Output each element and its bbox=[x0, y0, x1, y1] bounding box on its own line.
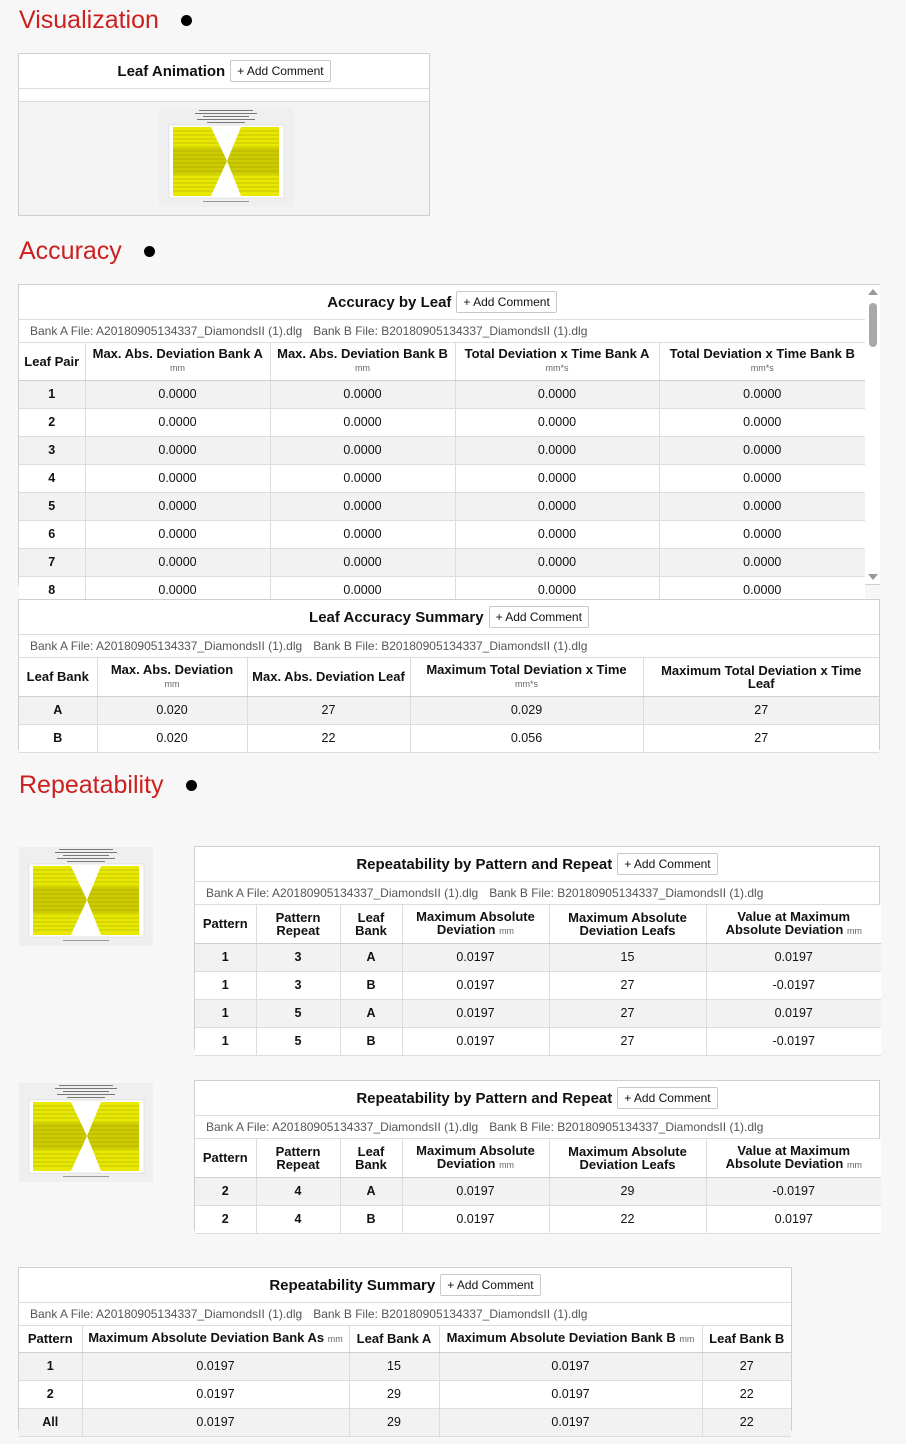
table-cell: 15 bbox=[349, 1352, 439, 1380]
scroll-thumb[interactable] bbox=[869, 303, 877, 347]
table-row[interactable] bbox=[195, 943, 881, 971]
repeatability-summary-panel bbox=[18, 1267, 792, 1431]
col-header[interactable]: Maximum Total Deviation x Time mm*s bbox=[410, 658, 643, 696]
table-cell: 0.0000 bbox=[270, 548, 455, 576]
col-header[interactable]: Pattern bbox=[19, 1326, 82, 1352]
table-cell: 5 bbox=[256, 1027, 340, 1055]
table-cell: 0.0000 bbox=[455, 436, 659, 464]
col-header[interactable]: Pattern Repeat bbox=[256, 905, 340, 943]
table-cell: 8 bbox=[19, 576, 85, 604]
repeatability-table-panel-1 bbox=[194, 846, 880, 1049]
table-cell: 0.0000 bbox=[455, 408, 659, 436]
table-cell: 0.0000 bbox=[455, 576, 659, 604]
panel-spacer bbox=[19, 89, 429, 102]
scroll-up-arrow[interactable] bbox=[868, 289, 878, 295]
table-cell: 0.0000 bbox=[659, 548, 865, 576]
col-header[interactable]: Maximum Absolute Deviation mm bbox=[402, 905, 549, 943]
table-cell: 4 bbox=[19, 464, 85, 492]
section-title-accuracy: Accuracy bbox=[19, 237, 155, 266]
table-cell: 4 bbox=[256, 1205, 340, 1233]
table-cell: B bbox=[340, 1205, 402, 1233]
table-cell: 3 bbox=[256, 971, 340, 999]
table-cell: -0.0197 bbox=[706, 1177, 881, 1205]
table-cell: 0.0000 bbox=[270, 520, 455, 548]
add-comment-button[interactable]: + Add Comment bbox=[456, 291, 556, 313]
table-cell: 0.0197 bbox=[402, 1177, 549, 1205]
table-cell: 1 bbox=[195, 999, 256, 1027]
table-cell: 0.0000 bbox=[659, 492, 865, 520]
panel-title: Leaf Accuracy Summary + Add Comment bbox=[19, 600, 879, 635]
table-row[interactable] bbox=[19, 1380, 791, 1408]
table-row[interactable] bbox=[19, 696, 879, 724]
table-cell: 0.0000 bbox=[85, 576, 270, 604]
table-cell: A bbox=[340, 999, 402, 1027]
table-cell: All bbox=[19, 1408, 82, 1436]
leaf-accuracy-summary-table bbox=[19, 658, 879, 753]
table-cell: 0.0000 bbox=[659, 436, 865, 464]
table-cell: -0.0197 bbox=[706, 1027, 881, 1055]
table-cell: 27 bbox=[643, 724, 879, 752]
leaf-accuracy-summary-panel bbox=[18, 599, 880, 750]
table-cell: 27 bbox=[549, 1027, 706, 1055]
table-cell: A bbox=[340, 943, 402, 971]
table-cell: 27 bbox=[702, 1352, 791, 1380]
table-cell: B bbox=[340, 971, 402, 999]
col-header[interactable]: Maximum Total Deviation x Time Leaf bbox=[643, 658, 879, 696]
col-header[interactable]: Max. Abs. Deviation Bank A mm bbox=[85, 343, 270, 380]
table-cell: 0.0197 bbox=[706, 943, 881, 971]
table-cell: 5 bbox=[256, 999, 340, 1027]
table-cell: 0.0000 bbox=[85, 464, 270, 492]
pattern-1-image[interactable] bbox=[19, 847, 147, 943]
table-row[interactable] bbox=[19, 1408, 791, 1436]
table-row[interactable] bbox=[19, 1352, 791, 1380]
table-cell: 0.029 bbox=[410, 696, 643, 724]
table-cell: 0.0000 bbox=[659, 380, 865, 408]
file-names: Bank A File: A20180905134337_DiamondsII (1).dlg Bank B File: B20180905134337_DiamondsII (1).dlg bbox=[19, 1303, 791, 1326]
table-row[interactable] bbox=[19, 464, 865, 492]
add-comment-button[interactable]: + Add Comment bbox=[489, 606, 589, 628]
add-comment-button[interactable]: + Add Comment bbox=[440, 1274, 540, 1296]
table-row[interactable] bbox=[195, 971, 881, 999]
col-header[interactable]: Maximum Absolute Deviation Leafs bbox=[549, 905, 706, 943]
table-cell: 0.0197 bbox=[82, 1408, 349, 1436]
col-header[interactable]: Max. Abs. Deviation Bank B mm bbox=[270, 343, 455, 380]
table-row[interactable] bbox=[19, 436, 865, 464]
file-names: Bank A File: A20180905134337_DiamondsII (1).dlg Bank B File: B20180905134337_DiamondsII (1).dlg bbox=[195, 882, 879, 905]
table-cell: 0.0000 bbox=[270, 408, 455, 436]
table-cell: 29 bbox=[349, 1380, 439, 1408]
table-cell: 1 bbox=[195, 943, 256, 971]
table-row[interactable] bbox=[195, 1205, 881, 1233]
col-header[interactable]: Leaf Bank B bbox=[702, 1326, 791, 1352]
table-cell: 0.0000 bbox=[85, 380, 270, 408]
table-row[interactable] bbox=[19, 520, 865, 548]
accuracy-by-leaf-panel[interactable] bbox=[18, 284, 880, 597]
panel-title: Repeatability Summary + Add Comment bbox=[19, 1268, 791, 1303]
table-cell: 0.0000 bbox=[85, 520, 270, 548]
col-header[interactable]: Leaf Bank bbox=[19, 658, 97, 696]
table-cell: 0.0197 bbox=[706, 1205, 881, 1233]
leaf-plot-graphic bbox=[19, 1083, 147, 1179]
table-cell: 29 bbox=[349, 1408, 439, 1436]
section-dot bbox=[144, 246, 155, 257]
table-cell: 3 bbox=[256, 943, 340, 971]
col-header[interactable]: Pattern bbox=[195, 905, 256, 943]
table-cell: 0.0197 bbox=[402, 971, 549, 999]
add-comment-button[interactable]: + Add Comment bbox=[230, 60, 330, 82]
table-cell: 0.0000 bbox=[455, 464, 659, 492]
table-cell: 0.0197 bbox=[439, 1352, 702, 1380]
file-names: Bank A File: A20180905134337_DiamondsII (1).dlg Bank B File: B20180905134337_DiamondsII (1).dlg bbox=[19, 635, 879, 658]
col-header[interactable]: Maximum Absolute Deviation Bank As mm bbox=[82, 1326, 349, 1352]
table-cell: 1 bbox=[19, 380, 85, 408]
table-cell: 0.0000 bbox=[659, 576, 865, 604]
add-comment-button[interactable]: + Add Comment bbox=[617, 853, 717, 875]
table-row[interactable] bbox=[195, 1027, 881, 1055]
table-cell: 0.0000 bbox=[270, 380, 455, 408]
table-cell: 22 bbox=[549, 1205, 706, 1233]
col-header[interactable]: Leaf Bank A bbox=[349, 1326, 439, 1352]
table-cell: 22 bbox=[702, 1380, 791, 1408]
table-row[interactable] bbox=[19, 492, 865, 520]
section-title-visualization: Visualization bbox=[19, 6, 192, 35]
col-header[interactable]: Value at Maximum Absolute Deviation mm bbox=[706, 1139, 881, 1177]
col-header[interactable]: Pattern Repeat bbox=[256, 1139, 340, 1177]
table-cell: 15 bbox=[549, 943, 706, 971]
repeatability-table bbox=[195, 905, 881, 1056]
table-cell: B bbox=[19, 724, 97, 752]
table-cell: 0.0000 bbox=[659, 464, 865, 492]
table-cell: 0.0197 bbox=[439, 1408, 702, 1436]
table-cell: 4 bbox=[256, 1177, 340, 1205]
table-cell: 0.0197 bbox=[82, 1380, 349, 1408]
table-cell: 0.0000 bbox=[455, 520, 659, 548]
table-cell: 0.056 bbox=[410, 724, 643, 752]
table-cell: 2 bbox=[195, 1177, 256, 1205]
table-cell: 0.0000 bbox=[85, 436, 270, 464]
col-header[interactable]: Maximum Absolute Deviation mm bbox=[402, 1139, 549, 1177]
table-cell: 0.0197 bbox=[706, 999, 881, 1027]
table-cell: 27 bbox=[549, 971, 706, 999]
table-cell: 0.0000 bbox=[455, 380, 659, 408]
panel-title: Repeatability by Pattern and Repeat + Add Comment bbox=[195, 847, 879, 882]
table-row[interactable] bbox=[195, 999, 881, 1027]
table-cell: 0.0000 bbox=[85, 408, 270, 436]
table-cell: 2 bbox=[19, 1380, 82, 1408]
table-cell: A bbox=[19, 696, 97, 724]
table-cell: 0.0000 bbox=[455, 492, 659, 520]
table-cell: 0.020 bbox=[97, 696, 247, 724]
table-cell: 0.0197 bbox=[82, 1352, 349, 1380]
table-cell: 7 bbox=[19, 548, 85, 576]
scroll-down-arrow[interactable] bbox=[868, 574, 878, 580]
table-cell: 27 bbox=[549, 999, 706, 1027]
table-cell: 0.0000 bbox=[270, 464, 455, 492]
section-dot bbox=[181, 15, 192, 26]
col-header[interactable]: Value at Maximum Absolute Deviation mm bbox=[706, 905, 881, 943]
repeatability-table-panel-2 bbox=[194, 1080, 880, 1231]
repeatability-table bbox=[195, 1139, 881, 1234]
leaf-animation-panel bbox=[18, 53, 430, 216]
table-cell: 2 bbox=[195, 1205, 256, 1233]
table-row[interactable] bbox=[19, 408, 865, 436]
panel-title: Accuracy by Leaf + Add Comment bbox=[19, 285, 865, 320]
leaf-plot-graphic bbox=[159, 108, 293, 207]
col-header[interactable]: Max. Abs. Deviation mm bbox=[97, 658, 247, 696]
col-header[interactable]: Leaf Bank bbox=[340, 1139, 402, 1177]
table-cell: 0.020 bbox=[97, 724, 247, 752]
col-header[interactable]: Maximum Absolute Deviation Leafs bbox=[549, 1139, 706, 1177]
panel-title: Leaf Animation + Add Comment bbox=[19, 54, 429, 89]
table-cell: 0.0197 bbox=[439, 1380, 702, 1408]
vertical-scrollbar[interactable] bbox=[866, 285, 880, 584]
table-cell: 0.0000 bbox=[659, 520, 865, 548]
table-cell: 22 bbox=[702, 1408, 791, 1436]
table-cell: 29 bbox=[549, 1177, 706, 1205]
table-cell: 0.0000 bbox=[659, 408, 865, 436]
col-header[interactable]: Total Deviation x Time Bank B mm*s bbox=[659, 343, 865, 380]
table-cell: 0.0000 bbox=[270, 492, 455, 520]
table-cell: 6 bbox=[19, 520, 85, 548]
leaf-plot-graphic bbox=[19, 847, 147, 943]
table-cell: 0.0000 bbox=[85, 492, 270, 520]
repeatability-summary-table bbox=[19, 1326, 791, 1437]
col-header[interactable]: Pattern bbox=[195, 1139, 256, 1177]
table-cell: 22 bbox=[247, 724, 410, 752]
table-row[interactable] bbox=[19, 724, 879, 752]
section-title-repeatability: Repeatability bbox=[19, 771, 197, 800]
table-cell: 0.0000 bbox=[270, 576, 455, 604]
table-cell: 0.0197 bbox=[402, 943, 549, 971]
table-cell: 0.0197 bbox=[402, 999, 549, 1027]
table-row[interactable] bbox=[19, 548, 865, 576]
pattern-2-image[interactable] bbox=[19, 1083, 147, 1179]
table-cell: 1 bbox=[19, 1352, 82, 1380]
col-header[interactable]: Leaf Bank bbox=[340, 905, 402, 943]
panel-title: Repeatability by Pattern and Repeat + Add Comment bbox=[195, 1081, 879, 1116]
table-cell: 27 bbox=[643, 696, 879, 724]
table-cell: 1 bbox=[195, 971, 256, 999]
add-comment-button[interactable]: + Add Comment bbox=[617, 1087, 717, 1109]
col-header[interactable]: Total Deviation x Time Bank A mm*s bbox=[455, 343, 659, 380]
section-dot bbox=[186, 780, 197, 791]
col-header[interactable]: Maximum Absolute Deviation Bank B mm bbox=[439, 1326, 702, 1352]
table-cell: 0.0000 bbox=[85, 548, 270, 576]
table-cell: 0.0000 bbox=[455, 548, 659, 576]
file-names: Bank A File: A20180905134337_DiamondsII (1).dlg Bank B File: B20180905134337_DiamondsII (1).dlg bbox=[195, 1116, 879, 1139]
table-cell: -0.0197 bbox=[706, 971, 881, 999]
table-row[interactable] bbox=[19, 380, 865, 408]
table-cell: 0.0197 bbox=[402, 1027, 549, 1055]
table-cell: 27 bbox=[247, 696, 410, 724]
table-cell: 0.0197 bbox=[402, 1205, 549, 1233]
table-cell: 2 bbox=[19, 408, 85, 436]
table-cell: 3 bbox=[19, 436, 85, 464]
col-header[interactable]: Leaf Pair bbox=[19, 343, 85, 380]
leaf-animation-image[interactable] bbox=[159, 108, 293, 207]
table-row[interactable] bbox=[195, 1177, 881, 1205]
file-names: Bank A File: A20180905134337_DiamondsII (1).dlg Bank B File: B20180905134337_DiamondsII (1).dlg bbox=[19, 320, 865, 343]
col-header[interactable]: Max. Abs. Deviation Leaf bbox=[247, 658, 410, 696]
table-cell: 5 bbox=[19, 492, 85, 520]
table-cell: 1 bbox=[195, 1027, 256, 1055]
table-cell: A bbox=[340, 1177, 402, 1205]
table-cell: 0.0000 bbox=[270, 436, 455, 464]
table-cell: B bbox=[340, 1027, 402, 1055]
accuracy-by-leaf-table bbox=[19, 343, 865, 605]
